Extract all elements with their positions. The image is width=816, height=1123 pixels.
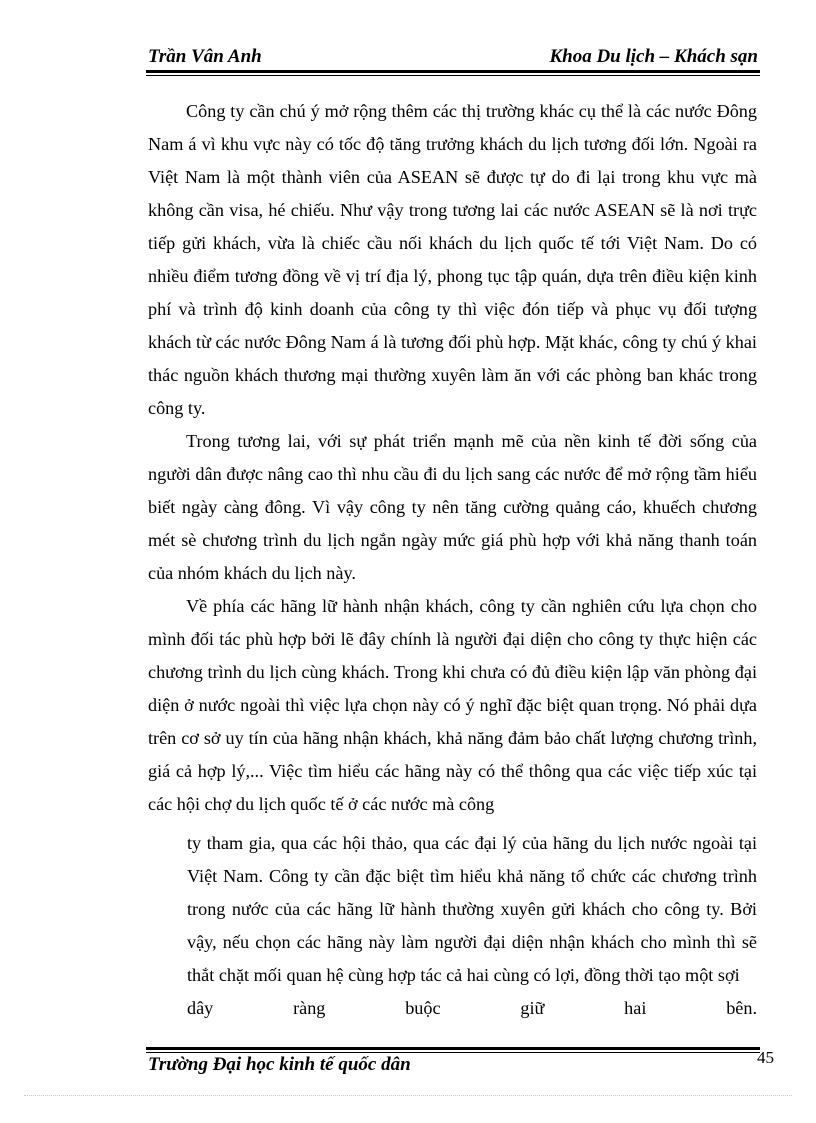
last-line-word: bên. (726, 998, 757, 1018)
paragraph-3-container (148, 590, 757, 821)
footer-school: Trường Đại học kinh tế quốc dân (148, 1054, 411, 1075)
paragraph-4: ty tham gia, qua các hội thảo, qua các đại lý của hãng du lịch nước ngoài tại Việt Nam. Công ty cần đặc biệt tìm hiểu khả năng tổ chức các chương trình trong nước của các hãng lữ hành thường xuyên gửi khách cho công ty. Bởi vậy, nếu chọn các hãng này làm người đại diện nhận khách cho mình thì sẽ thắt chặt mối quan hệ cùng hợp tác cả hai cùng có lợi, đồng thời tạo một sợi (187, 833, 757, 985)
paragraph-4-container (187, 827, 757, 1025)
paragraph-3: Về phía các hãng lữ hành nhận khách, công ty cần nghiên cứu lựa chọn cho mình đối tác phù hợp bởi lẽ đây chính là người đại diện cho công ty thực hiện các chương trình du lịch cùng khách. Trong khi chưa có đủ điều kiện lập văn phòng đại diện ở nước ngoài thì việc lựa chọn này có ý nghĩ đặc biệt quan trọng. Nó phải dựa trên cơ sở uy tín của hãng nhận khách, khả năng đảm bảo chất lượng chương trình, giá cả hợp lý,... Việc tìm hiểu các hãng này có thể thông qua các việc tiếp xúc tại các hội chợ du lịch quốc tế ở các nước mà công (148, 596, 757, 814)
paragraph-2-container (148, 425, 757, 590)
footer-rule-thin (146, 1052, 760, 1053)
page-bottom-divider (24, 1095, 792, 1096)
paragraph-1-container (148, 95, 757, 425)
header-author: Trần Vân Anh (148, 46, 262, 67)
paragraph-1: Công ty cần chú ý mở rộng thêm các thị trường khác cụ thể là các nước Đông Nam á vì khu vực này có tốc độ tăng trưởng khách du lịch tương đối lớn. Ngoài ra Việt Nam là một thành viên của ASEAN sẽ được tự do đi lại trong khu vực mà không cần visa, hé chiếu. Như vậy trong tương lai các nước ASEAN sẽ là nơi trực tiếp gửi khách, vừa là chiếc cầu nối khách du lịch quốc tế tới Việt Nam. Do có nhiều điểm tương đồng về vị trí địa lý, phong tục tập quán, dựa trên điều kiện kinh phí và trình độ kinh doanh của công ty thì việc đón tiếp và phục vụ đối tượng khách từ các nước Đông Nam á là tương đối phù hợp. Mặt khác, công ty chú ý khai thác nguồn khách thương mại thường xuyên làm ăn với các phòng ban khác trong công ty. (148, 101, 757, 418)
last-line-word: ràng (293, 998, 326, 1018)
page-number: 45 (757, 1048, 774, 1067)
last-line-word: giữ (520, 998, 545, 1018)
footer-rule (146, 1047, 760, 1050)
page-header (148, 46, 758, 70)
last-line-word: hai (624, 998, 647, 1018)
last-line-word: buộc (405, 998, 441, 1018)
paragraph-4-last-line (187, 992, 757, 1025)
header-department: Khoa Du lịch – Khách sạn (549, 46, 758, 67)
header-rule (146, 70, 760, 73)
header-rule-thin (146, 75, 760, 76)
last-line-word: dây (187, 998, 214, 1018)
paragraph-2: Trong tương lai, với sự phát triển mạnh mẽ của nền kinh tế đời sống của người dân được nâng cao thì nhu cầu đi du lịch sang các nước để mở rộng tầm hiểu biết ngày càng đông. Vì vậy công ty nên tăng cường quảng cáo, khuếch chương mét sè chương trình du lịch ngắn ngày mức giá phù hợp với khả năng thanh toán của nhóm khách du lịch này. (148, 431, 757, 583)
